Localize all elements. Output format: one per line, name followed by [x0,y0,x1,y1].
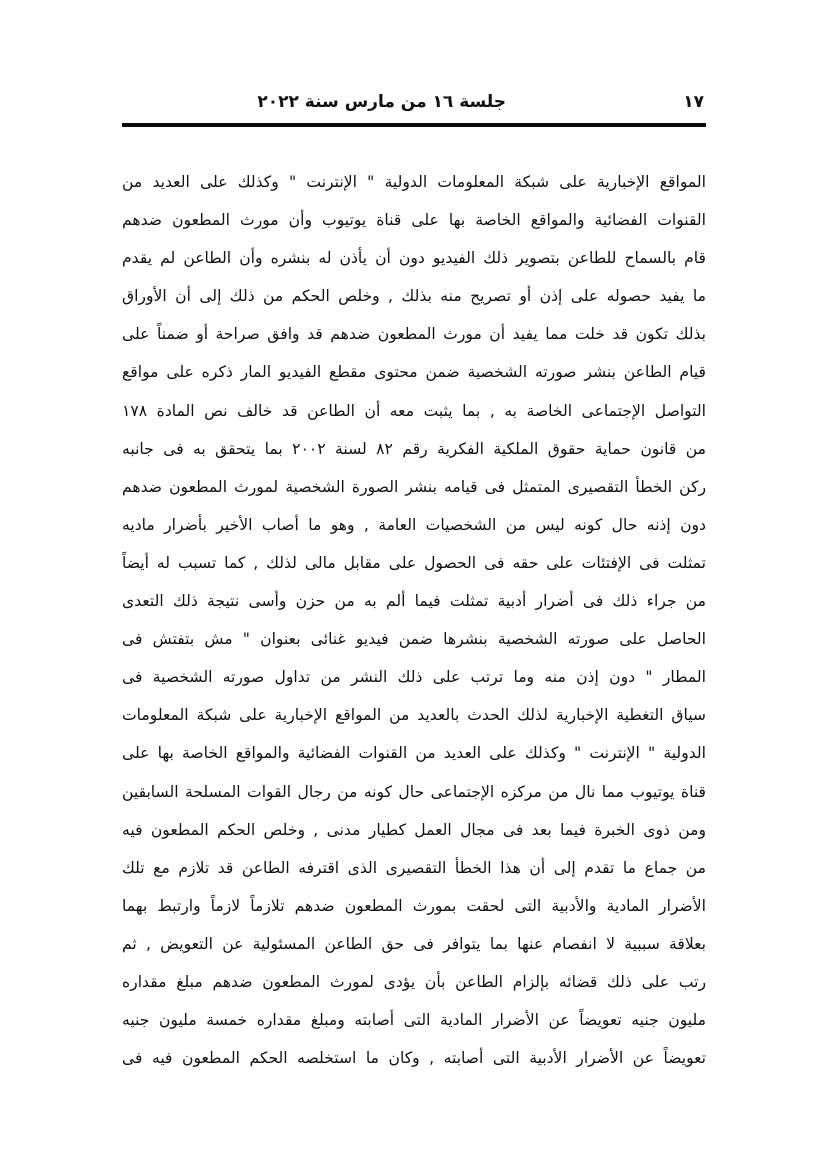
header-divider [122,123,706,127]
text-line: الأضرار المادية والأدبية التى لحقت بمورث المطعون ضدهم تلازماً لازماً وارتبط بهما [122,896,706,915]
text-line: من قانون حماية حقوق الملكية الفكرية رقم ٨٢ لسنة ٢٠٠٢ بما يتحقق به فى جانبه [122,439,706,458]
text-line: المواقع الإخبارية على شبكة المعلومات الدولية " الإنترنت " وكذلك على العديد من [122,173,706,191]
text-line: سياق التغطية الإخبارية لذلك الحدث بالعديد من المواقع الإخبارية على شبكة المعلومات [122,706,706,725]
text-line: رتب على ذلك قضائه بإلزام الطاعن بأن يؤدى لمورث المطعون ضدهم مبلغ مقداره [122,972,706,991]
text-line: من جراء ذلك فى أضرار أدبية تمثلت فيما ألم به من حزن وأسى نتيجة ذلك التعدى [122,592,706,611]
text-line: ركن الخطأ التقصيرى المتمثل فى قيامه بنشر الصورة الشخصية لمورث المطعون ضدهم [122,477,706,496]
text-line: قام بالسماح للطاعن بتصوير ذلك الفيديو دون أن يأذن له بنشره وأن الطاعن لم يقدم [122,249,706,268]
text-line: دون إذنه حال كونه ليس من الشخصيات العامة , وهو ما أصاب الأخير بأضرار ماديه [122,515,706,534]
text-line: التواصل الإجتماعى الخاصة به , بما يثبت معه أن الطاعن قد خالف نص المادة ١٧٨ [122,401,706,420]
text-line: تعويضاً عن الأضرار الأدبية التى أصابته , وكان ما استخلصه الحكم المطعون فيه فى [122,1049,706,1068]
session-title: جلسة ١٦ من مارس سنة ٢٠٢٢ [257,92,506,112]
text-line: القنوات الفضائية والمواقع الخاصة بها على قناة يوتيوب وأن مورث المطعون ضدهم [122,211,706,230]
text-line: من جماع ما تقدم إلى أن هذا الخطأ التقصيرى الذى اقترفه الطاعن قد تلازم مع تلك [122,858,706,877]
text-line: تمثلت فى الإفتئات على حقه فى الحصول على مقابل مالى لذلك , كما تسبب له أيضاً [122,553,706,572]
text-line: بعلاقة سببية لا انفصام عنها بما يتوافر فى حق الطاعن المسئولية عن التعويض , ثم [122,934,706,953]
text-line: مليون جنيه تعويضاً عن الأضرار المادية التى أصابته ومبلغ مقداره خمسة مليون جنيه [122,1011,706,1030]
text-line: ما يفيد حصوله على إذن أو تصريح منه بذلك , وخلص الحكم من ذلك إلى أن الأوراق [122,287,706,306]
text-line: الدولية " الإنترنت " وكذلك على العديد من القنوات الفضائية والمواقع الخاصة بها على [122,744,706,763]
text-line: المطار " دون إذن منه وما ترتب على ذلك النشر من تداول صورته الشخصية فى [122,668,706,687]
text-line: ومن ذوى الخبرة فيما بعد فى مجال العمل كطيار مدنى , وخلص الحكم المطعون فيه [122,820,706,839]
page-number: ١٧ [683,92,704,112]
text-line: الحاصل على صورته الشخصية بنشرها ضمن فيديو غنائى بعنوان " مش بتفتش فى [122,630,706,649]
document-body [122,163,706,1077]
text-line: بذلك تكون قد خلت مما يفيد أن مورث المطعون ضدهم قد وافق صراحة أو ضمناً على [122,325,706,344]
text-line: قيام الطاعن بنشر صورته الشخصية ضمن محتوى مقطع الفيديو المار ذكره على مواقع [122,363,706,382]
page-header [122,88,706,116]
text-line: قناة يوتيوب مما نال من مركزه الإجتماعى حال كونه من رجال القوات المسلحة السابقين [122,782,706,801]
